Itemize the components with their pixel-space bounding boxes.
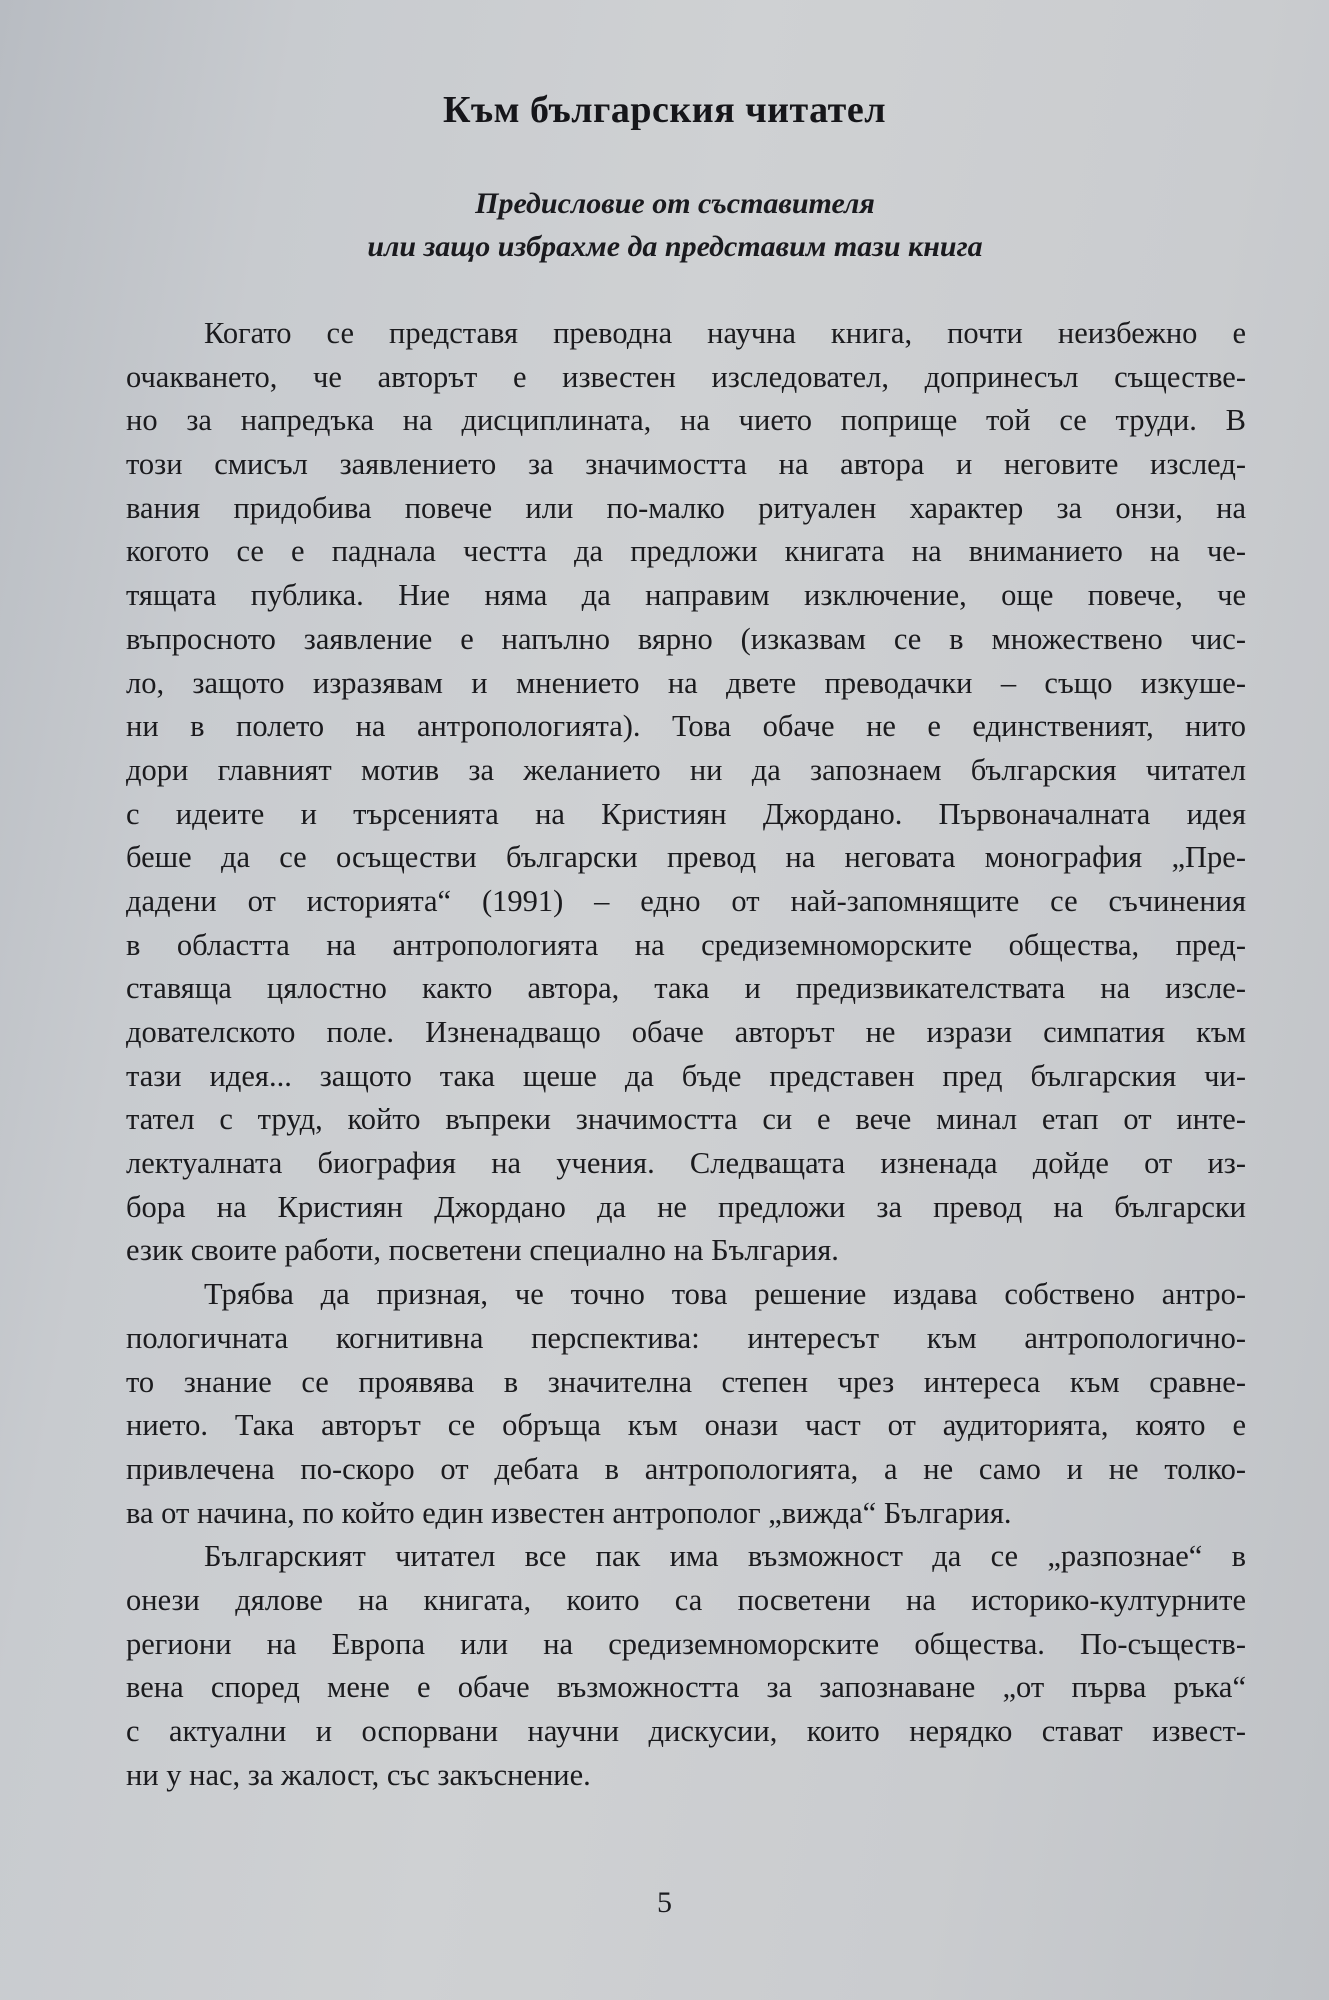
text-line: региони на Европа или на средиземноморските общества. По-съществ- — [126, 1626, 1246, 1661]
text-line: тящата публика. Ние няма да направим изключение, още повече, че — [126, 578, 1246, 613]
text-line: ни в полето на антропологията). Това обаче не е единственият, нито — [126, 709, 1246, 744]
text-line: очакването, че авторът е известен изследовател, допринесъл съществе- — [126, 359, 1246, 394]
text-line: ва от начина, по който един известен антрополог „вижда“ България. — [126, 1495, 1012, 1530]
text-line: бора на Кристиян Джордано да не предложи за превод на български — [126, 1189, 1246, 1224]
text-line: дори главният мотив за желанието ни да запознаем българския читател — [126, 752, 1246, 787]
text-line: с актуални и оспорвани научни дискусии, които нерядко стават извест- — [126, 1714, 1246, 1748]
text-line: Трябва да призная, че точно това решение издава собствено антро- — [204, 1277, 1246, 1312]
text-line: тази идея... защото така щеше да бъде представен пред българския чи- — [126, 1058, 1246, 1093]
subtitle-line-2: или защо избрахме да представим тази книга — [367, 230, 983, 263]
text-line: Българският читател все пак има възможност да се „разпознае“ в — [204, 1539, 1246, 1574]
subtitle-line-1: Предисловие от съставителя — [475, 187, 875, 220]
text-line: лектуалната биография на учения. Следващата изненада дойде от из- — [126, 1146, 1246, 1181]
text-line: вена според мене е обаче възможността за запознаване „от първа ръка“ — [126, 1670, 1246, 1705]
text-line: привлечена по-скоро от дебата в антропологията, а не само и не толко- — [126, 1451, 1246, 1486]
text-line: дадени от историята“ (1991) – едно от най-запомнящите се съчинения — [126, 883, 1246, 918]
text-line: вания придобива повече или по-малко ритуален характер за онзи, на — [126, 490, 1246, 525]
text-line: Когато се представя преводна научна книга, почти неизбежно е — [204, 316, 1246, 350]
text-line: дователското поле. Изненадващо обаче авторът не изрази симпатия към — [126, 1015, 1246, 1049]
text-line: то знание се проявява в значителна степен чрез интереса към сравне- — [126, 1364, 1246, 1399]
body-text — [126, 312, 1246, 1797]
text-line: тател с труд, който въпреки значимостта си е вече минал етап от инте- — [126, 1102, 1246, 1137]
text-line: ло, защото изразявам и мнението на двете преводачки – също изкуше- — [126, 665, 1246, 700]
text-line: онези дялове на книгата, които са посветени на историко-културните — [126, 1582, 1246, 1617]
text-line: ни у нас, за жалост, със закъснение. — [126, 1757, 591, 1792]
text-line: беше да се осъществи български превод на неговата монография „Пре- — [126, 840, 1246, 875]
text-line: ставяща цялостно както автора, така и предизвикателствата на изсле- — [126, 971, 1246, 1006]
text-line: в областта на антропологията на средиземноморските общества, пред- — [126, 927, 1246, 962]
page-subtitle — [150, 182, 1200, 268]
page-title: Към българския читател — [442, 89, 887, 131]
text-line: когото се е паднала честта да предложи книгата на вниманието на че- — [126, 534, 1246, 569]
page-number: 5 — [657, 1886, 672, 1919]
text-line: но за напредъка на дисциплината, на чието поприще той се труди. В — [126, 403, 1246, 438]
text-line: с идеите и търсенията на Кристиян Джордано. Първоначалната идея — [126, 796, 1246, 831]
text-line: този смисъл заявлението за значимостта на автора и неговите изслед- — [126, 447, 1246, 482]
text-line: пологичната когнитивна перспектива: интересът към антропологично- — [126, 1320, 1246, 1355]
text-line: въпросното заявление е напълно вярно (изказвам се в множествено чис- — [126, 621, 1246, 656]
text-line: език своите работи, посветени специално на България. — [126, 1233, 839, 1268]
text-line: нието. Така авторът се обръща към онази част от аудиторията, която е — [126, 1408, 1246, 1443]
